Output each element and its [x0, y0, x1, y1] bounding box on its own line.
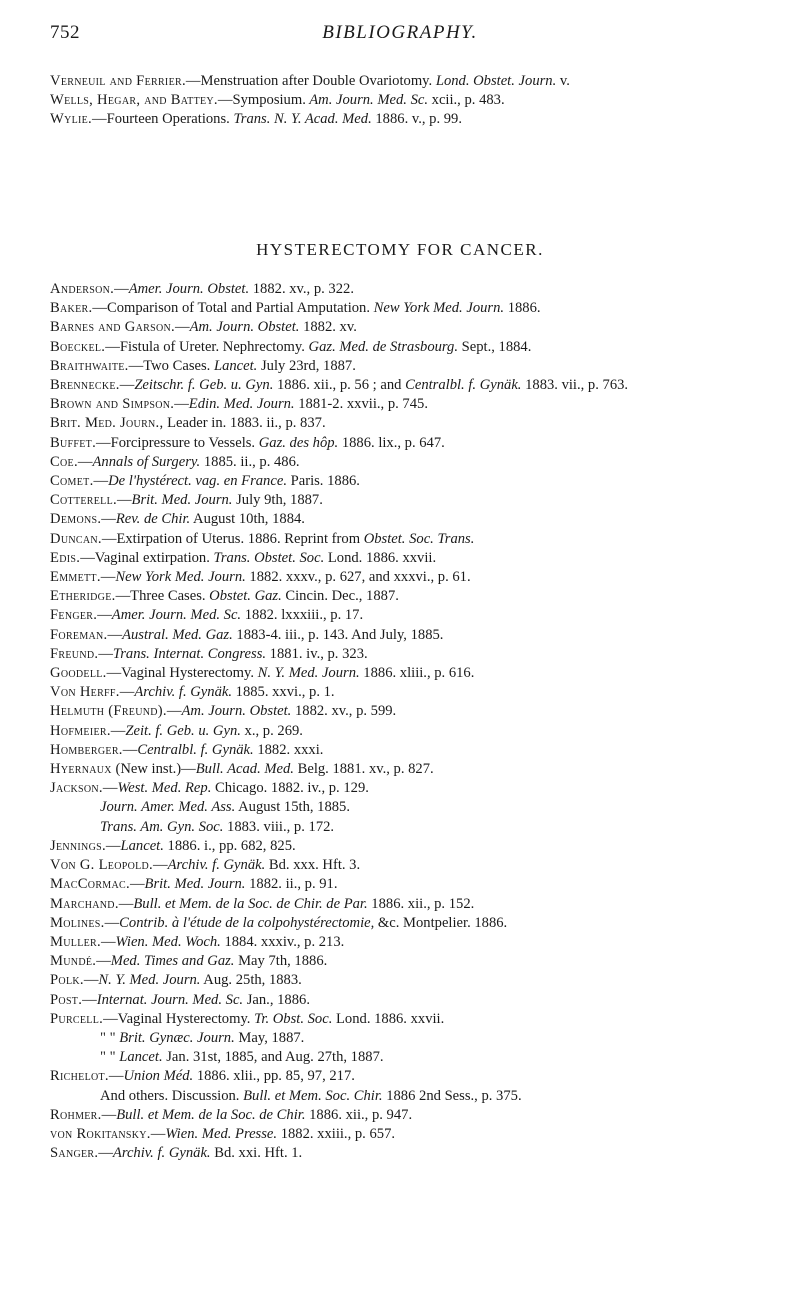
entry-detail: 1886. lix., p. 647. [338, 434, 445, 451]
entry-detail: Aug. 25th, 1883. [200, 972, 302, 989]
entry-author: Buffet. [50, 434, 97, 451]
bibliography-entry [50, 664, 780, 683]
bibliography-entry [50, 453, 780, 472]
entry-source: Zeit. f. Geb. u. Gyn. [125, 722, 241, 739]
entry-text: Leader in. 1883. ii., p. 837. [163, 415, 326, 432]
entry-detail: &c. Montpelier. 1886. [374, 914, 508, 931]
entry-author: Hyernaux [50, 761, 112, 778]
entry-detail: 1884. xxxiv., p. 213. [220, 933, 345, 950]
entry-detail: 1883. vii., p. 763. [521, 377, 629, 394]
entry-author: Mundé. [50, 953, 97, 970]
entry-text: — [82, 991, 97, 1008]
entry-author: Post. [50, 991, 83, 1008]
entry-detail: Lond. 1886. xxvii. [332, 1010, 445, 1027]
entry-detail: 1882. xxxi. [253, 741, 324, 758]
bibliography-entry [50, 376, 780, 395]
entry-source: De l'hystérect. vag. en France. [108, 473, 287, 490]
entry-source: Zeitschr. f. Geb. u. Gyn. [134, 377, 274, 394]
entry-author: Comet. [50, 473, 94, 490]
entry-text: — [108, 1068, 124, 1085]
entry-detail: 1881. iv., p. 323. [266, 645, 368, 662]
entry-detail: May 7th, 1886. [234, 953, 328, 970]
entry-text: — [83, 972, 99, 989]
bibliography-entry [50, 895, 780, 914]
entry-detail: 1886. v., p. 99. [371, 111, 462, 128]
entry-source: Internat. Journ. Med. Sc. [96, 991, 244, 1008]
section-title: HYSTERECTOMY FOR CANCER. [256, 240, 544, 259]
entry-text: — [97, 607, 112, 624]
entry-source: Trans. Obstet. Soc. [209, 549, 325, 566]
entry-text: — [105, 837, 121, 854]
entry-text: — [116, 492, 132, 509]
entry-detail: 1882. xv. [299, 319, 357, 336]
entry-text: —Vaginal Hysterectomy. [103, 1010, 251, 1027]
entry-text: (New inst.)— [111, 761, 196, 778]
entry-detail: Paris. 1886. [286, 473, 360, 490]
entry-author: Coe. [50, 453, 78, 470]
entry-author: MacCormac. [50, 876, 130, 893]
entry-source: Obstet. Gaz. [205, 588, 282, 605]
entry-detail: 1883-4. iii., p. 143. And July, 1885. [232, 626, 444, 643]
entry-text: — [114, 281, 129, 297]
entry-detail: July 23rd, 1887. [257, 357, 356, 374]
entry-author: Freund. [50, 645, 99, 662]
entry-author: Homberger. [50, 741, 123, 758]
entry-author: Demons. [50, 511, 102, 528]
entry-detail: 1886. xliii., p. 616. [359, 665, 475, 682]
entry-author: Richelot. [50, 1068, 109, 1085]
entry-source: Wien. Med. Woch. [115, 933, 221, 950]
entry-text: —Comparison of Total and Partial Amputation. [92, 300, 370, 317]
entry-text: — [104, 914, 120, 931]
entry-source: Brit. Gynæc. Journ. [119, 1029, 235, 1046]
entry-text: — [101, 1106, 117, 1123]
entry-text: — [77, 453, 93, 470]
entry-author: Braithwaite. [50, 357, 129, 374]
bibliography-entry [50, 933, 780, 952]
entry-text: — [119, 684, 135, 701]
entry-text: —Menstruation after Double Ovariotomy. [185, 73, 433, 89]
entry-source: Brit. Med. Journ. [131, 492, 233, 509]
top-bibliography-list [50, 72, 780, 130]
entry-author: Etheridge. [50, 588, 116, 605]
entry-detail: Lond. 1886. xxvii. [324, 549, 437, 566]
entry-text: — [98, 645, 113, 662]
entry-detail: 1885. ii., p. 486. [200, 453, 300, 470]
entry-text: — [150, 1125, 166, 1142]
bibliography-entry [50, 530, 780, 549]
entry-detail: 1886. [504, 300, 541, 317]
bibliography-entry [50, 779, 780, 798]
bibliography-entry [50, 434, 780, 453]
entry-source: Lancet. [119, 1049, 163, 1066]
entry-author: Edis. [50, 549, 81, 566]
entry-text: — [100, 569, 116, 586]
entry-author: Cotterell. [50, 492, 117, 509]
entry-author: Brit. Med. Journ., [50, 415, 164, 432]
bibliography-entry-continuation [50, 1029, 780, 1048]
entry-text: — [100, 933, 116, 950]
entry-source: Contrib. à l'étude de la colpohystérectomie, [119, 914, 375, 931]
entry-detail: 1882. ii., p. 91. [245, 876, 338, 893]
entry-text: — [107, 626, 123, 643]
entry-source: Lancet. [210, 357, 258, 374]
entry-source: Trans. Internat. Congress. [112, 645, 267, 662]
bibliography-entry [50, 837, 780, 856]
entry-source: N. Y. Med. Journ. [98, 972, 201, 989]
entry-text: — [96, 953, 111, 970]
bibliography-entry [50, 549, 780, 568]
entry-author: Goodell. [50, 665, 107, 682]
entry-author: Rohmer. [50, 1106, 102, 1123]
entry-source: Rev. de Chir. [115, 511, 191, 528]
entry-text: — [129, 876, 145, 893]
entry-author: Sanger. [50, 1145, 99, 1162]
entry-author: Duncan. [50, 530, 102, 547]
bibliography-entry [50, 472, 780, 491]
entry-author: Jennings. [50, 837, 106, 854]
entry-source: Med. Times and Gaz. [110, 953, 235, 970]
bibliography-entry [50, 1144, 780, 1163]
bibliography-entry [50, 856, 780, 875]
entry-detail: 1882. xxiii., p. 657. [277, 1125, 396, 1142]
entry-author: Wylie. [50, 111, 92, 128]
entry-detail: August 10th, 1884. [190, 511, 305, 528]
entry-text: — [119, 377, 135, 394]
bibliography-entry-continuation [50, 1087, 780, 1106]
entry-author: Von Herff. [50, 684, 120, 701]
entry-text: —Vaginal Hysterectomy. [106, 665, 254, 682]
entry-detail: 1886. i., pp. 682, 825. [163, 837, 296, 854]
entry-detail: 1882. xv., p. 599. [291, 703, 397, 720]
entry-source: West. Med. Rep. [117, 780, 212, 797]
entry-author: Purcell. [50, 1010, 104, 1027]
entry-source: Archiv. f. Gynäk. [167, 857, 266, 874]
entry-text: — [110, 722, 126, 739]
entry-text: —Forcipressure to Vessels. [96, 434, 256, 451]
entry-detail: Belg. 1881. xv., p. 827. [293, 761, 434, 778]
entry-source: Journ. Amer. Med. Ass. [100, 799, 236, 816]
entry-author: Emmett. [50, 569, 101, 586]
entry-author: von Rokitansky. [50, 1125, 151, 1142]
entry-detail: 1881-2. xxvii., p. 745. [294, 396, 428, 413]
bibliography-entry [50, 357, 780, 376]
entry-detail: 1886. xii., p. 947. [305, 1106, 413, 1123]
entry-text: — [98, 1145, 113, 1162]
entry-source: Bull. et Mem. de la Soc. de Chir. de Par. [133, 895, 368, 912]
entry-source: Am. Journ. Obstet. [181, 703, 292, 720]
bibliography-entry [50, 1106, 780, 1125]
entry-source: New York Med. Journ. [115, 569, 246, 586]
entry-source: Bull. et Mem. Soc. Chir. [239, 1087, 383, 1104]
entry-source: Gaz. des hôp. [255, 434, 339, 451]
bibliography-entry-continuation [50, 798, 780, 817]
entry-source: Archiv. f. Gynäk. [112, 1145, 211, 1162]
bibliography-entry [50, 741, 780, 760]
entry-text: — [174, 396, 189, 413]
entry-source: Trans. N. Y. Acad. Med. [229, 111, 372, 128]
entry-detail: Jan. 31st, 1885, and Aug. 27th, 1887. [162, 1049, 384, 1066]
bibliography-entry [50, 318, 780, 337]
entry-detail: 1883. viii., p. 172. [223, 818, 335, 835]
entry-text: And others. Discussion. [100, 1087, 240, 1104]
entry-source: Am. Journ. Med. Sc. [305, 92, 428, 109]
entry-source: Lond. Obstet. Journ. [432, 73, 557, 89]
bibliography-entry [50, 568, 780, 587]
entry-author: Polk. [50, 972, 84, 989]
running-title: BIBLIOGRAPHY. [322, 22, 478, 43]
entry-detail: May, 1887. [234, 1029, 305, 1046]
entry-text: — [174, 319, 190, 336]
entry-text: —Fistula of Ureter. Nephrectomy. [105, 338, 305, 355]
entry-detail: 1882. xxxv., p. 627, and xxxvi., p. 61. [245, 569, 471, 586]
bibliography-entry [50, 72, 780, 91]
bibliography-entry [50, 645, 780, 664]
entry-text: —Symposium. [217, 92, 306, 109]
entry-detail: 1882. lxxxiii., p. 17. [241, 607, 364, 624]
entry-text: " " [100, 1029, 120, 1046]
entry-text: — [102, 780, 118, 797]
bibliography-entry [50, 952, 780, 971]
entry-source: Trans. Am. Gyn. Soc. [100, 818, 224, 835]
bibliography-entry [50, 606, 780, 625]
bibliography-entry [50, 299, 780, 318]
entry-detail: Jan., 1886. [243, 991, 310, 1008]
entry-source: Bull. Acad. Med. [195, 761, 294, 778]
entry-author: Hofmeier. [50, 722, 111, 739]
entry-detail: Cincin. Dec., 1887. [281, 588, 399, 605]
bibliography-entry [50, 914, 780, 933]
entry-detail: 1882. xv., p. 322. [249, 281, 354, 297]
entry-text: —Three Cases. [115, 588, 206, 605]
entry-source: Wien. Med. Presse. [165, 1125, 278, 1142]
entry-source: Edin. Med. Journ. [188, 396, 295, 413]
entry-detail: August 15th, 1885. [235, 799, 350, 816]
entry-detail: July 9th, 1887. [232, 492, 323, 509]
entry-text: —Fourteen Operations. [92, 111, 230, 128]
entry-text: — [93, 473, 109, 490]
entry-author: Anderson. [50, 281, 115, 297]
entry-source: Lancet. [120, 837, 164, 854]
entry-detail: 1886. xlii., pp. 85, 97, 217. [193, 1068, 355, 1085]
entry-source: Union Méd. [123, 1068, 194, 1085]
entry-author: Jackson. [50, 780, 103, 797]
bibliography-entry [50, 587, 780, 606]
entry-detail: xcii., p. 483. [428, 92, 505, 109]
entry-source: Obstet. Soc. Trans. [360, 530, 475, 547]
bibliography-entry [50, 702, 780, 721]
entry-detail: 1886. xii., p. 152. [367, 895, 475, 912]
entry-detail: Bd. xxx. Hft. 3. [265, 857, 361, 874]
bibliography-entry [50, 491, 780, 510]
entry-author: Verneuil and Ferrier. [50, 73, 186, 89]
entry-source: Centralbl. f. Gynäk. [405, 377, 522, 394]
entry-author: Von G. Leopold. [50, 857, 153, 874]
entry-detail: Chicago. 1882. iv., p. 129. [211, 780, 369, 797]
entry-source: Amer. Journ. Med. Sc. [111, 607, 242, 624]
bibliography-entry [50, 722, 780, 741]
bibliography-entry [50, 338, 780, 357]
entry-detail: x., p. 269. [240, 722, 303, 739]
entry-author: Marchand. [50, 895, 119, 912]
bibliography-entry [50, 510, 780, 529]
entry-text: — [152, 857, 168, 874]
bibliography-entry [50, 395, 780, 414]
entry-author: Barnes and Garson. [50, 319, 175, 336]
entry-source: Am. Journ. Obstet. [189, 319, 300, 336]
bibliography-entry-continuation [50, 1048, 780, 1067]
bibliography-entry [50, 91, 780, 110]
entry-source: Austral. Med. Gaz. [122, 626, 233, 643]
entry-source: Annals of Surgery. [92, 453, 201, 470]
entry-author: Wells, Hegar, and Battey. [50, 92, 218, 109]
entry-source: Amer. Journ. Obstet. [128, 281, 250, 297]
bibliography-entry [50, 991, 780, 1010]
bibliography-entry [50, 280, 780, 299]
entry-author: Brennecke. [50, 377, 120, 394]
entry-detail: Bd. xxi. Hft. 1. [210, 1145, 303, 1162]
bibliography-entry [50, 110, 780, 129]
bibliography-entry [50, 626, 780, 645]
entry-text: — [122, 741, 138, 758]
entry-text: — [166, 703, 182, 720]
entry-source: New York Med. Journ. [370, 300, 505, 317]
entry-author: Foreman. [50, 626, 108, 643]
bibliography-entry [50, 1010, 780, 1029]
entry-source: N. Y. Med. Journ. [253, 665, 360, 682]
entry-detail: 1886 2nd Sess., p. 375. [382, 1087, 522, 1104]
entry-detail: v. [556, 73, 570, 89]
page-number: 752 [50, 22, 80, 43]
entry-source: Archiv. f. Gynäk. [134, 684, 232, 701]
bibliography-entry [50, 414, 780, 433]
bibliography-entry [50, 1067, 780, 1086]
page-header [0, 22, 800, 46]
bibliography-entry [50, 875, 780, 894]
entry-source: Bull. et Mem. de la Soc. de Chir. [116, 1106, 306, 1123]
entry-source: Tr. Obst. Soc. [250, 1010, 333, 1027]
entry-source: Gaz. Med. de Strasbourg. [304, 338, 458, 355]
bibliography-entry [50, 683, 780, 702]
entry-detail: 1886. xii., p. 56 ; and [273, 377, 406, 394]
entry-author: Molines. [50, 914, 105, 931]
entry-author: Brown and Simpson. [50, 396, 175, 413]
entry-detail: Sept., 1884. [458, 338, 532, 355]
entry-detail: 1885. xxvi., p. 1. [232, 684, 335, 701]
entry-author: Baker. [50, 300, 93, 317]
entry-text: —Two Cases. [128, 357, 211, 374]
entry-text: — [101, 511, 116, 528]
bibliography-entry [50, 971, 780, 990]
entry-author: Muller. [50, 933, 101, 950]
entry-author: Helmuth (Freund). [50, 703, 167, 720]
bibliography-entry-continuation [50, 818, 780, 837]
entry-text: —Vaginal extirpation. [80, 549, 210, 566]
entry-text: — [118, 895, 134, 912]
hysterectomy-bibliography-list [50, 280, 780, 1163]
entry-source: Centralbl. f. Gynäk. [137, 741, 254, 758]
entry-text: —Extirpation of Uterus. 1886. Reprint from [101, 530, 361, 547]
entry-author: Boeckel. [50, 338, 106, 355]
entry-text: " " [100, 1049, 120, 1066]
entry-author: Fenger. [50, 607, 98, 624]
entry-source: Brit. Med. Journ. [144, 876, 246, 893]
bibliography-entry [50, 1125, 780, 1144]
bibliography-entry [50, 760, 780, 779]
